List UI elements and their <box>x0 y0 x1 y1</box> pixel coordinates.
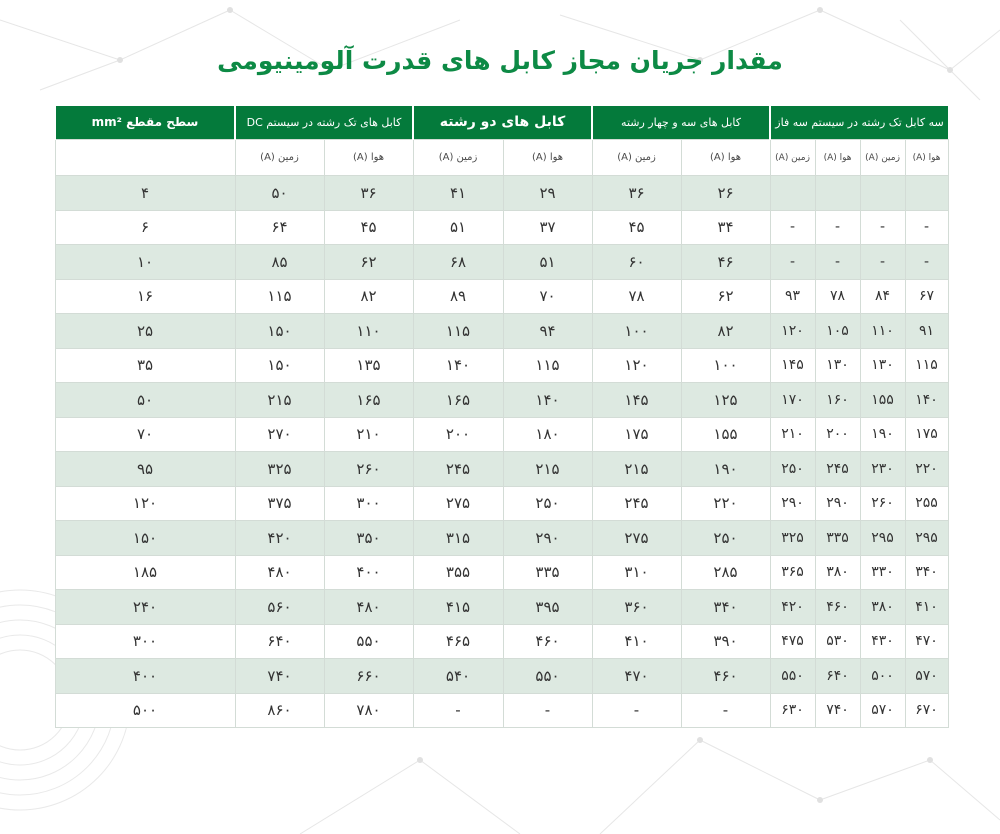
table-cell: ۸۴ <box>860 279 905 314</box>
table-cell: ۳۹۰ <box>681 624 770 659</box>
table-cell: - <box>905 245 948 280</box>
table-cell: ۱۱۵ <box>413 314 503 349</box>
table-cell: ۷۸۰ <box>324 693 413 728</box>
sub-header-air: هوا (A) <box>815 140 860 176</box>
table-cell: ۱۳۰ <box>815 348 860 383</box>
table-cell: - <box>860 245 905 280</box>
table-cell: ۵۵۰ <box>770 659 815 694</box>
table-cell: ۸۵ <box>235 245 324 280</box>
table-cell: ۴۷۵ <box>770 624 815 659</box>
sub-header-air: هوا (A) <box>503 140 592 176</box>
table-cell: ۱۸۵ <box>55 555 235 590</box>
table-cell: ۳۶۵ <box>770 555 815 590</box>
table-cell: ۲۶۰ <box>860 486 905 521</box>
table-cell: ۲۵۰ <box>770 452 815 487</box>
table-cell: ۶۸ <box>413 245 503 280</box>
table-cell: ۱۶۰ <box>815 383 860 418</box>
table-row <box>55 279 948 314</box>
table-cell: ۴۶۰ <box>815 590 860 625</box>
table-row <box>55 452 948 487</box>
table-cell: ۲۹۵ <box>905 521 948 556</box>
table-cell: ۵۱ <box>503 245 592 280</box>
table-cell: ۴۶۰ <box>503 624 592 659</box>
sub-header-air: هوا (A) <box>324 140 413 176</box>
header-two-core: کابل های دو رشته <box>413 106 592 140</box>
table-cell: - <box>503 693 592 728</box>
table-cell: - <box>770 210 815 245</box>
table-cell: ۲۹۰ <box>503 521 592 556</box>
table-cell: ۸۶۰ <box>235 693 324 728</box>
ampacity-table <box>54 106 949 728</box>
table-cell: ۱۴۵ <box>592 383 681 418</box>
table-cell: ۳۳۰ <box>860 555 905 590</box>
table-cell: ۴۰۰ <box>55 659 235 694</box>
table-cell: ۱۱۰ <box>324 314 413 349</box>
table-cell: ۲۳۰ <box>860 452 905 487</box>
table-cell <box>770 176 815 211</box>
sub-header-ground: زمین (A) <box>860 140 905 176</box>
table-cell: ۹۵ <box>55 452 235 487</box>
table-cell: ۳۷ <box>503 210 592 245</box>
table-cell: ۷۰ <box>503 279 592 314</box>
table-cell: ۱۸۰ <box>503 417 592 452</box>
table-cell: ۹۱ <box>905 314 948 349</box>
table-cell <box>860 176 905 211</box>
table-cell: ۴۳۰ <box>860 624 905 659</box>
table-cell: ۳۶۰ <box>592 590 681 625</box>
table-cell: ۱۱۵ <box>503 348 592 383</box>
table-cell: ۴۲۰ <box>235 521 324 556</box>
table-row <box>55 521 948 556</box>
sub-header-row <box>55 140 948 176</box>
table-cell: ۳۸۰ <box>815 555 860 590</box>
table-cell: ۱۰۵ <box>815 314 860 349</box>
table-cell: ۲۷۵ <box>592 521 681 556</box>
table-cell: ۱۰ <box>55 245 235 280</box>
table-cell: ۹۳ <box>770 279 815 314</box>
table-cell: ۱۷۵ <box>592 417 681 452</box>
table-cell: ۶۷ <box>905 279 948 314</box>
table-cell: ۲۷۰ <box>235 417 324 452</box>
table-cell: ۶۷۰ <box>905 693 948 728</box>
table-cell: ۲۵۰ <box>681 521 770 556</box>
table-cell: ۲۵۰ <box>503 486 592 521</box>
table-cell: ۵۴۰ <box>413 659 503 694</box>
table-cell: ۱۲۰ <box>592 348 681 383</box>
table-cell: ۲۴۵ <box>413 452 503 487</box>
table-cell: ۱۷۰ <box>770 383 815 418</box>
table-cell: ۱۲۰ <box>55 486 235 521</box>
table-cell: ۳۶ <box>592 176 681 211</box>
table-row <box>55 314 948 349</box>
table-cell: ۴۷۰ <box>905 624 948 659</box>
table-cell: ۱۴۰ <box>503 383 592 418</box>
table-cell: ۳۰۰ <box>324 486 413 521</box>
table-cell: ۲۱۵ <box>592 452 681 487</box>
table-cell: ۳۹۵ <box>503 590 592 625</box>
table-row <box>55 486 948 521</box>
table-row <box>55 245 948 280</box>
table-cell: ۷۰ <box>55 417 235 452</box>
table-cell: ۲۱۵ <box>235 383 324 418</box>
table-cell: ۴۱۰ <box>905 590 948 625</box>
table-cell: ۱۹۰ <box>860 417 905 452</box>
table-cell: ۵۳۰ <box>815 624 860 659</box>
table-cell: ۶۲ <box>681 279 770 314</box>
table-cell: ۱۰۰ <box>681 348 770 383</box>
table-cell: - <box>815 245 860 280</box>
table-cell: ۵۱ <box>413 210 503 245</box>
table-cell: ۵۰ <box>235 176 324 211</box>
table-cell: ۳۱۵ <box>413 521 503 556</box>
table-cell: ۱۵۰ <box>235 348 324 383</box>
table-row <box>55 176 948 211</box>
table-row <box>55 383 948 418</box>
table-cell: ۵۵۰ <box>503 659 592 694</box>
sub-header-air: هوا (A) <box>905 140 948 176</box>
sub-header-ground: زمین (A) <box>413 140 503 176</box>
table-cell: ۶۴۰ <box>815 659 860 694</box>
table-cell: ۱۶۵ <box>413 383 503 418</box>
page-title: مقدار جریان مجاز کابل های قدرت آلومینیومی <box>217 46 783 75</box>
table-cell: ۲۹ <box>503 176 592 211</box>
table-cell: ۸۲ <box>324 279 413 314</box>
table-cell: ۲۴۵ <box>592 486 681 521</box>
table-cell: ۴۱۰ <box>592 624 681 659</box>
table-cell: ۶۴ <box>235 210 324 245</box>
table-cell: ۲۱۰ <box>770 417 815 452</box>
table-row <box>55 417 948 452</box>
table-cell: - <box>592 693 681 728</box>
table-cell: ۲۹۵ <box>860 521 905 556</box>
table-cell: ۳۳۵ <box>503 555 592 590</box>
header-three-four-core: کابل های سه و چهار رشته <box>592 106 770 140</box>
table-cell: ۶۳۰ <box>770 693 815 728</box>
table-cell: ۱۴۵ <box>770 348 815 383</box>
table-cell: ۴۰۰ <box>324 555 413 590</box>
table-cell: ۱۲۰ <box>770 314 815 349</box>
table-cell: ۳۱۰ <box>592 555 681 590</box>
table-cell: ۶۶۰ <box>324 659 413 694</box>
table-cell: ۷۴۰ <box>235 659 324 694</box>
table-cell: ۳۲۵ <box>235 452 324 487</box>
table-cell: ۲۰۰ <box>815 417 860 452</box>
table-cell: ۸۲ <box>681 314 770 349</box>
header-cross-section: سطح مقطع mm² <box>55 106 235 140</box>
table-row <box>55 624 948 659</box>
table-cell: ۲۱۰ <box>324 417 413 452</box>
table-cell: ۳۴۰ <box>681 590 770 625</box>
table-cell: ۱۰۰ <box>592 314 681 349</box>
table-cell: ۲۹۰ <box>770 486 815 521</box>
table-cell: ۳۷۵ <box>235 486 324 521</box>
table-cell: ۱۵۵ <box>681 417 770 452</box>
table-cell: ۳۴ <box>681 210 770 245</box>
table-cell: ۱۳۵ <box>324 348 413 383</box>
table-cell: ۲۴۰ <box>55 590 235 625</box>
table-cell: ۱۴۰ <box>413 348 503 383</box>
table-cell: ۵۰۰ <box>860 659 905 694</box>
sub-header-ground: زمین (A) <box>235 140 324 176</box>
table-cell <box>815 176 860 211</box>
table-cell: ۲۵ <box>55 314 235 349</box>
table-cell: ۱۵۰ <box>235 314 324 349</box>
table-cell: ۴۵ <box>592 210 681 245</box>
table-cell: ۲۴۵ <box>815 452 860 487</box>
table-cell: ۴۶۵ <box>413 624 503 659</box>
table-cell <box>905 176 948 211</box>
table-cell: ۵۰ <box>55 383 235 418</box>
table-cell: ۳۴۰ <box>905 555 948 590</box>
table-cell: ۴ <box>55 176 235 211</box>
table-cell: ۱۲۵ <box>681 383 770 418</box>
table-cell: ۴۱ <box>413 176 503 211</box>
table-cell: ۱۴۰ <box>905 383 948 418</box>
table-cell: ۳۵ <box>55 348 235 383</box>
table-cell: ۲۰۰ <box>413 417 503 452</box>
table-cell: ۱۵۵ <box>860 383 905 418</box>
table-cell: ۲۲۰ <box>681 486 770 521</box>
table-cell: ۵۶۰ <box>235 590 324 625</box>
table-cell: ۶۲ <box>324 245 413 280</box>
table-cell: - <box>905 210 948 245</box>
table-cell: ۹۴ <box>503 314 592 349</box>
table-cell: - <box>860 210 905 245</box>
table-row <box>55 210 948 245</box>
table-cell: ۵۵۰ <box>324 624 413 659</box>
table-cell: ۵۷۰ <box>860 693 905 728</box>
table-cell: ۳۸۰ <box>860 590 905 625</box>
table-cell: ۱۶۵ <box>324 383 413 418</box>
header-three-single-core: سه کابل تک رشته در سیستم سه فاز <box>770 106 948 140</box>
table-cell: - <box>681 693 770 728</box>
table-cell: ۱۷۵ <box>905 417 948 452</box>
table-cell: ۷۸ <box>592 279 681 314</box>
table-cell: ۲۶ <box>681 176 770 211</box>
table-cell: ۴۸۰ <box>324 590 413 625</box>
sub-header-ground: زمین (A) <box>770 140 815 176</box>
table-cell: ۲۶۰ <box>324 452 413 487</box>
group-header-row <box>55 106 948 140</box>
table-cell: ۴۶۰ <box>681 659 770 694</box>
table-cell: ۸۹ <box>413 279 503 314</box>
table-cell: ۵۰۰ <box>55 693 235 728</box>
sub-header-empty <box>55 140 235 176</box>
table-cell: ۳۶ <box>324 176 413 211</box>
table-cell: ۲۵۵ <box>905 486 948 521</box>
table-cell: ۲۱۵ <box>503 452 592 487</box>
table-cell: ۲۷۵ <box>413 486 503 521</box>
table-cell: ۶ <box>55 210 235 245</box>
table-cell: ۱۱۰ <box>860 314 905 349</box>
table-cell: ۶۴۰ <box>235 624 324 659</box>
table-cell: - <box>815 210 860 245</box>
table-cell: ۱۹۰ <box>681 452 770 487</box>
table-cell: - <box>413 693 503 728</box>
table-row <box>55 693 948 728</box>
table-cell: ۲۸۵ <box>681 555 770 590</box>
header-single-core-dc: کابل های تک رشته در سیستم DC <box>235 106 413 140</box>
table-cell: ۳۲۵ <box>770 521 815 556</box>
table-row <box>55 555 948 590</box>
sub-header-ground: زمین (A) <box>592 140 681 176</box>
table-row <box>55 348 948 383</box>
table-cell: ۴۷۰ <box>592 659 681 694</box>
table-cell: ۳۵۰ <box>324 521 413 556</box>
table-cell: ۵۷۰ <box>905 659 948 694</box>
table-row <box>55 659 948 694</box>
table-cell: - <box>770 245 815 280</box>
table-cell: ۶۰ <box>592 245 681 280</box>
table-cell: ۴۱۵ <box>413 590 503 625</box>
table-cell: ۱۳۰ <box>860 348 905 383</box>
sub-header-air: هوا (A) <box>681 140 770 176</box>
table-cell: ۴۶ <box>681 245 770 280</box>
table-row <box>55 590 948 625</box>
table-cell: ۷۸ <box>815 279 860 314</box>
table-cell: ۷۴۰ <box>815 693 860 728</box>
table-cell: ۲۹۰ <box>815 486 860 521</box>
table-cell: ۱۵۰ <box>55 521 235 556</box>
table-cell: ۲۲۰ <box>905 452 948 487</box>
table-cell: ۴۵ <box>324 210 413 245</box>
table-cell: ۱۱۵ <box>235 279 324 314</box>
table-cell: ۳۳۵ <box>815 521 860 556</box>
table-cell: ۱۱۵ <box>905 348 948 383</box>
table-cell: ۴۲۰ <box>770 590 815 625</box>
table-cell: ۳۵۵ <box>413 555 503 590</box>
table-cell: ۴۸۰ <box>235 555 324 590</box>
table-cell: ۳۰۰ <box>55 624 235 659</box>
table-body <box>55 176 948 728</box>
table-cell: ۱۶ <box>55 279 235 314</box>
